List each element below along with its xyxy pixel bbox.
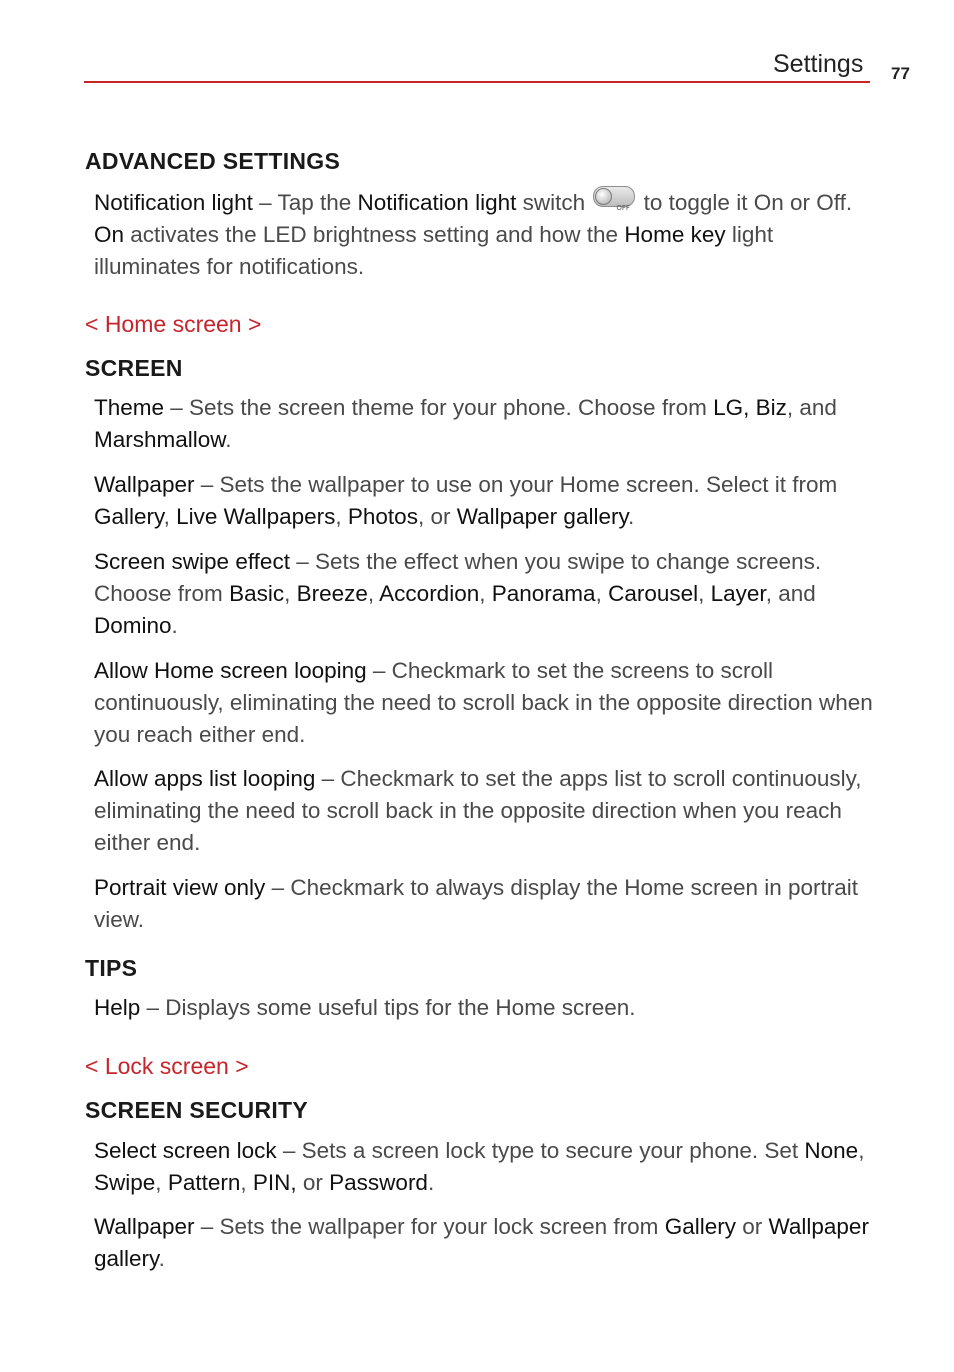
switch-knob [595, 188, 612, 205]
theme-paragraph [94, 392, 874, 456]
text: switch [516, 190, 592, 215]
help-paragraph [94, 992, 874, 1024]
term: Basic [229, 581, 285, 606]
lock-wallpaper-paragraph [94, 1211, 874, 1275]
term: None [804, 1138, 859, 1163]
text: , [284, 581, 297, 606]
screen-security-heading: SCREEN SECURITY [85, 1097, 309, 1123]
term: Wallpaper [94, 1214, 195, 1239]
text: , [155, 1170, 168, 1195]
header-divider [84, 81, 870, 83]
text: – Checkmark to always display the Home screen in portrait view. [94, 875, 859, 932]
term: Wallpaper gallery [456, 504, 629, 529]
term: Panorama [491, 581, 596, 606]
text: , [240, 1170, 253, 1195]
wallpaper-paragraph [94, 469, 874, 533]
toggle-switch-icon [593, 186, 635, 212]
screen-heading: SCREEN [85, 355, 183, 381]
term: Swipe [94, 1170, 156, 1195]
term: Layer [710, 581, 766, 606]
text: , [595, 581, 609, 606]
term: Gallery [94, 504, 164, 529]
text: , and [765, 581, 816, 606]
text: – Sets the wallpaper to use on your Home screen. Select it from [194, 472, 838, 497]
text: – Sets a screen lock type to secure your phone. Set [276, 1138, 805, 1163]
advanced-settings-heading: ADVANCED SETTINGS [85, 148, 341, 174]
term: Wallpaper [94, 472, 195, 497]
text: , [335, 504, 348, 529]
text: . [171, 613, 178, 638]
term: Notification light [357, 190, 517, 215]
text: – Displays some useful tips for the Home screen. [140, 995, 636, 1020]
text: or [735, 1214, 769, 1239]
home-screen-section-label: < Home screen > [85, 311, 262, 337]
term: Accordion [379, 581, 480, 606]
text: to toggle it On or Off. [637, 190, 853, 215]
text: , [858, 1138, 865, 1163]
home-looping-paragraph [94, 655, 874, 751]
select-screen-lock-paragraph [94, 1135, 874, 1199]
text: – Sets the wallpaper for your lock screen from [194, 1214, 665, 1239]
term: Wallpaper gallery [94, 1214, 869, 1271]
text: . [158, 1246, 165, 1271]
text: , and [786, 395, 837, 420]
term: Pattern [167, 1170, 241, 1195]
term: Home key [624, 222, 726, 247]
term: Password [329, 1170, 428, 1195]
text: , [479, 581, 492, 606]
text: , or [417, 504, 457, 529]
text: – Sets the screen theme for your phone. Choose from [164, 395, 714, 420]
term: LG, Biz [713, 395, 787, 420]
text: activates the LED brightness setting and how the [124, 222, 625, 247]
term: Allow Home screen looping [94, 658, 367, 683]
term: Select screen lock [94, 1138, 277, 1163]
switch-off-label: OFF [616, 204, 630, 212]
term: Allow apps list looping [94, 766, 316, 791]
text: – Checkmark to set the apps list to scroll continuously, eliminating the need to scroll back in the opposite direction when you reach either end. [94, 766, 862, 855]
tips-heading: TIPS [85, 955, 138, 981]
lock-screen-section-label: < Lock screen > [85, 1053, 249, 1079]
term: Theme [94, 395, 165, 420]
term: Notification light [94, 190, 253, 215]
swipe-effect-paragraph [94, 546, 874, 642]
term: Portrait view only [94, 875, 266, 900]
text: . [628, 504, 635, 529]
term: Gallery [664, 1214, 736, 1239]
portrait-view-paragraph [94, 872, 874, 936]
term: Photos [347, 504, 418, 529]
section-title: Settings [773, 50, 864, 78]
term: Domino [94, 613, 172, 638]
term: Screen swipe effect [94, 549, 290, 574]
term: Live Wallpapers [176, 504, 336, 529]
text: light illuminates for notifications. [94, 222, 774, 279]
text: . [225, 427, 232, 452]
term: Carousel [608, 581, 699, 606]
page-number: 77 [891, 64, 910, 83]
apps-looping-paragraph [94, 763, 874, 859]
term: On [94, 222, 125, 247]
text: – Checkmark to set the screens to scroll continuously, eliminating the need to scroll back in the opposite direction when you reach either end. [94, 658, 873, 747]
term: Breeze [296, 581, 368, 606]
term: PIN, [252, 1170, 297, 1195]
text: – Sets the effect when you swipe to change screens. Choose from [94, 549, 822, 606]
term: Marshmallow [94, 427, 226, 452]
text: – Tap the [252, 190, 358, 215]
text: , [698, 581, 711, 606]
text: , [163, 504, 177, 529]
text: . [427, 1170, 435, 1195]
notification-light-paragraph [94, 186, 874, 283]
term: Help [94, 995, 141, 1020]
text: , [367, 581, 380, 606]
text: or [296, 1170, 330, 1195]
